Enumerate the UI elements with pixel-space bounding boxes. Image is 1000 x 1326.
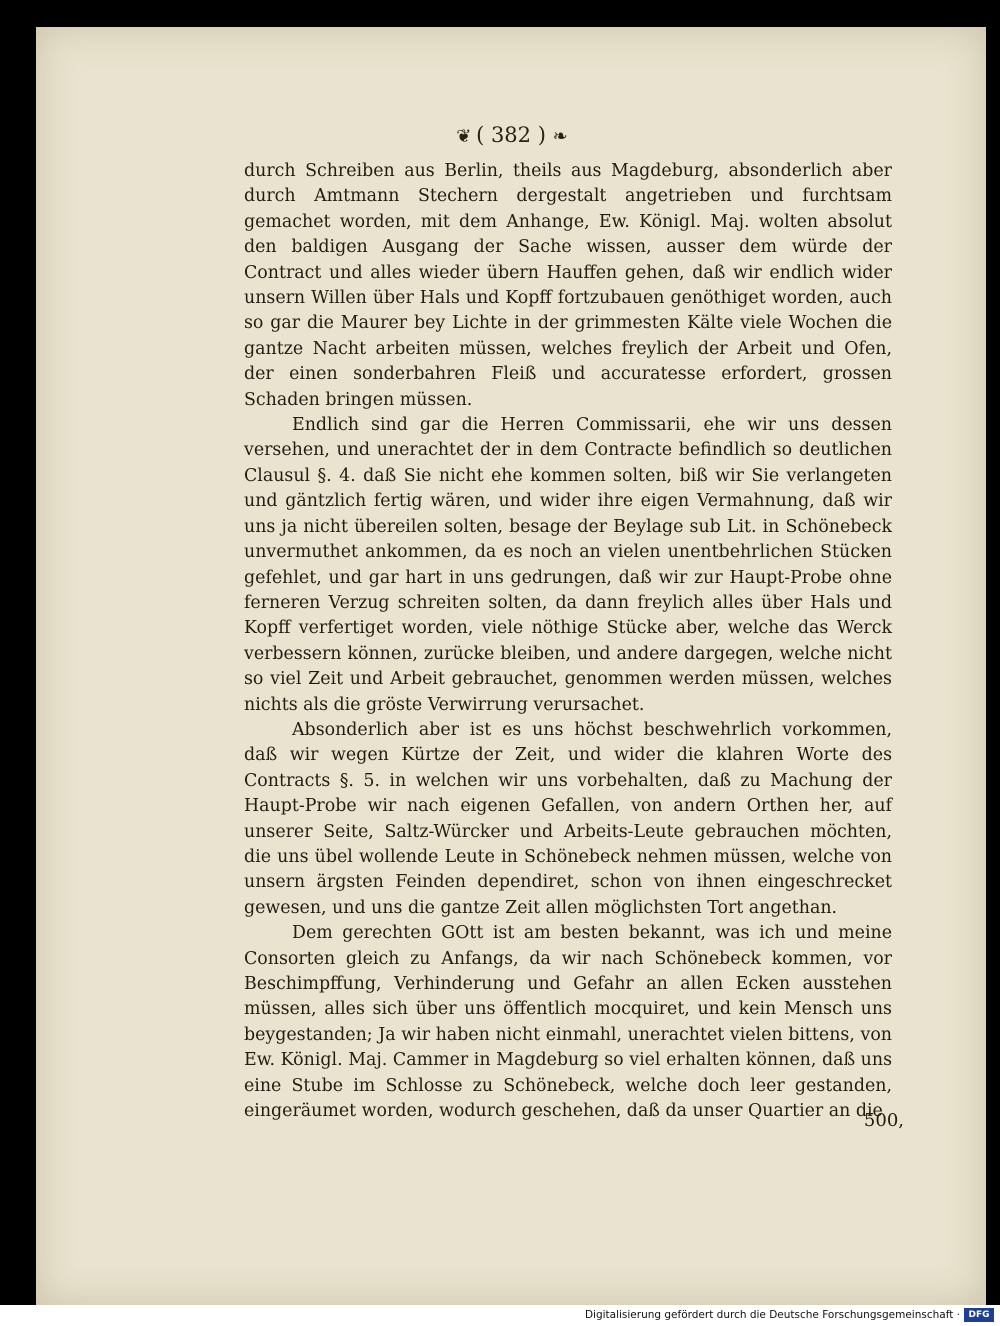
scanned-page <box>36 27 986 1305</box>
footer-credit: Digitalisierung gefördert durch die Deutsche Forschungsgemeinschaft · <box>584 1309 960 1321</box>
ornament-left-icon: ❦ <box>456 126 470 147</box>
page-header <box>36 123 986 147</box>
body-text <box>244 159 892 1124</box>
page-number: ( 382 ) <box>476 123 546 147</box>
paragraph-3: Absonderlich aber ist es uns höchst beschwehrlich vorkommen, daß wir wegen Kürtze der Zeit, und wider die klahren Worte des Contracts §. 5. in welchen wir uns vorbehalten, daß zu Machung der Haupt-Probe wir nach eigenen Gefallen, von andern Orthen her, auf unserer Seite, Saltz-Würcker und Arbeits-Leute gebrauchen möchten, die uns übel wollende Leute in Schönebeck nehmen müssen, welche von unsern ärgsten Feinden dependiret, schon von ihnen eingeschrecket gewesen, und uns die gantze Zeit allen möglichsten Tort angethan. <box>244 719 892 918</box>
paragraph-1: durch Schreiben aus Berlin, theils aus Magdeburg, absonderlich aber durch Amtmann Stechern dergestalt angetrieben und furchtsam gemachet worden, mit dem Anhange, Ew. Königl. Maj. wolten absolut den baldigen Ausgang der Sache wissen, ausser dem würde der Contract und alles wieder übern Hauffen gehen, daß wir endlich wider unsern Willen über Hals und Kopff fortzubauen genöthiget worden, auch so gar die Maurer bey Lichte in der grimmesten Kälte viele Wochen die gantze Nacht arbeiten müssen, welches freylich der Arbeit und Ofen, der einen sonderbahren Fleiß und accuratesse erfordert, grossen Schaden bringen müssen. <box>244 161 892 410</box>
catchword: 500, <box>863 1110 904 1131</box>
paragraph-4: Dem gerechten GOtt ist am besten bekannt, was ich und meine Consorten gleich zu Anfangs, da wir nach Schönebeck kommen, vor Beschimpffung, Verhinderung und Gefahr an allen Ecken ausstehen müssen, alles sich über uns öffentlich mocquiret, und kein Mensch uns beygestanden; Ja wir haben nicht einmahl, unerachtet vielen bittens, von Ew. Königl. Maj. Cammer in Magdeburg so viel erhalten können, daß uns eine Stube im Schlosse zu Schönebeck, welche doch leer gestanden, eingeräumet worden, wodurch geschehen, daß da unser Quartier an die <box>244 923 892 1122</box>
paragraph-2: Endlich sind gar die Herren Commissarii, ehe wir uns dessen versehen, und unerachtet der in dem Contracte befindlich so deutlichen Clausul §. 4. daß Sie nicht ehe kommen solten, biß wir Sie verlangeten und gäntzlich fertig wären, und wider ihre eigen Vermahnung, daß wir uns ja nicht übereilen solten, besage der Beylage sub Lit. in Schönebeck unvermuthet ankommen, da es noch an vielen unentbehrlichen Stücken gefehlet, und gar hart in uns gedrungen, daß wir zur Haupt-Probe ohne ferneren Verzug schreiten solten, da dann freylich alles über Hals und Kopff verfertiget worden, viele nöthige Stücke aber, welche das Werck verbessern können, zurücke bleiben, und andere dargegen, welche nicht so viel Zeit und Arbeit gebrauchet, genommen werden müssen, welches nichts als die gröste Verwirrung verursachet. <box>244 415 892 715</box>
dfg-logo[interactable]: DFG <box>964 1308 994 1322</box>
ornament-right-icon: ❧ <box>552 126 566 147</box>
footer-bar <box>0 1305 1000 1326</box>
